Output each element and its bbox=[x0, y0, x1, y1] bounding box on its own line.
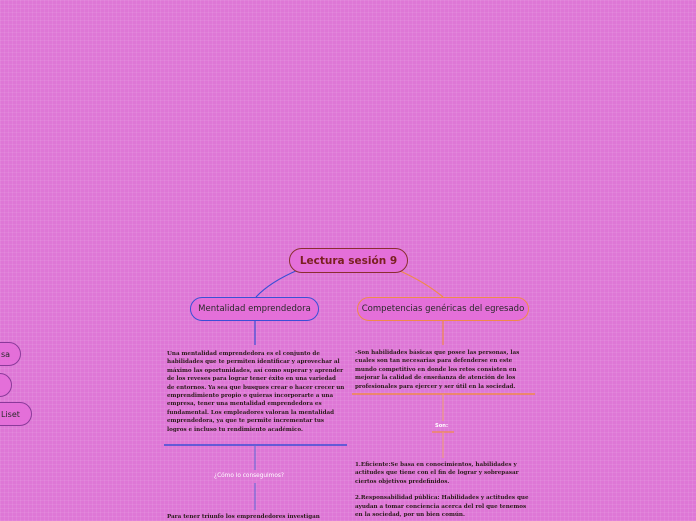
connector-central-to-right bbox=[398, 270, 443, 297]
list-item-eficiente: 1.Eficiente:Se basa en conocimientos, habilidades y actitudes que tiene con el fin de lograr y sobrepasar ciertos objetivos predefinidos. bbox=[355, 462, 519, 485]
connector-central-to-left bbox=[256, 270, 298, 297]
subtopic-son-label[interactable]: Son: bbox=[435, 423, 449, 429]
subtopic-definicion-mentalidad[interactable]: Una mentalidad emprendedora es el conjunto de habilidades que te permiten identificar y aprovechar al máximo las oportunidades, así como superar y aprender de los reveses para lograr tener éxito en una variedad de entornos. Ya sea que busques crear o hacer crecer un emprendimiento propio o quieras incorporarte a una empresa, tener una mentalidad emprendedora es fundamental. Los empleadores valoran la mentalidad emprendedora, ya que te permite incrementar tus logros e incluso tu rendimiento académico. bbox=[167, 351, 345, 433]
side-topic-1[interactable]: sa bbox=[0, 342, 21, 366]
list-spacer bbox=[355, 486, 530, 494]
subtopic-emprendedores-investigan[interactable]: Para tener triunfo los emprendedores investigan bbox=[167, 514, 320, 520]
subtopic-como-lo-conseguimos[interactable]: ¿Cómo lo conseguimos? bbox=[214, 473, 284, 479]
list-item-responsabilidad-publica: 2.Responsabilidad pública: Habilidades y actitudes que ayudan a tomar conciencia acerca del rol que tenemos en la sociedad, por un bien común. bbox=[355, 495, 529, 519]
subtopic-lista-competencias[interactable] bbox=[355, 461, 530, 519]
topic-competencias-genericas[interactable]: Competencias genéricas del egresado bbox=[357, 297, 529, 321]
subtopic-definicion-competencias[interactable]: -Son habilidades básicas que posee las personas, las cuales son tan necesarias para defenderse en este mundo competitivo en donde los retos consisten en mejorar la calidad de enseñanza de atención de los profesionales para ejercer y ser útil en la sociedad. bbox=[355, 350, 520, 390]
side-topic-3[interactable]: Liset bbox=[0, 402, 32, 426]
topic-mentalidad-emprendedora[interactable]: Mentalidad emprendedora bbox=[190, 297, 319, 321]
central-topic[interactable]: Lectura sesión 9 bbox=[289, 248, 408, 273]
